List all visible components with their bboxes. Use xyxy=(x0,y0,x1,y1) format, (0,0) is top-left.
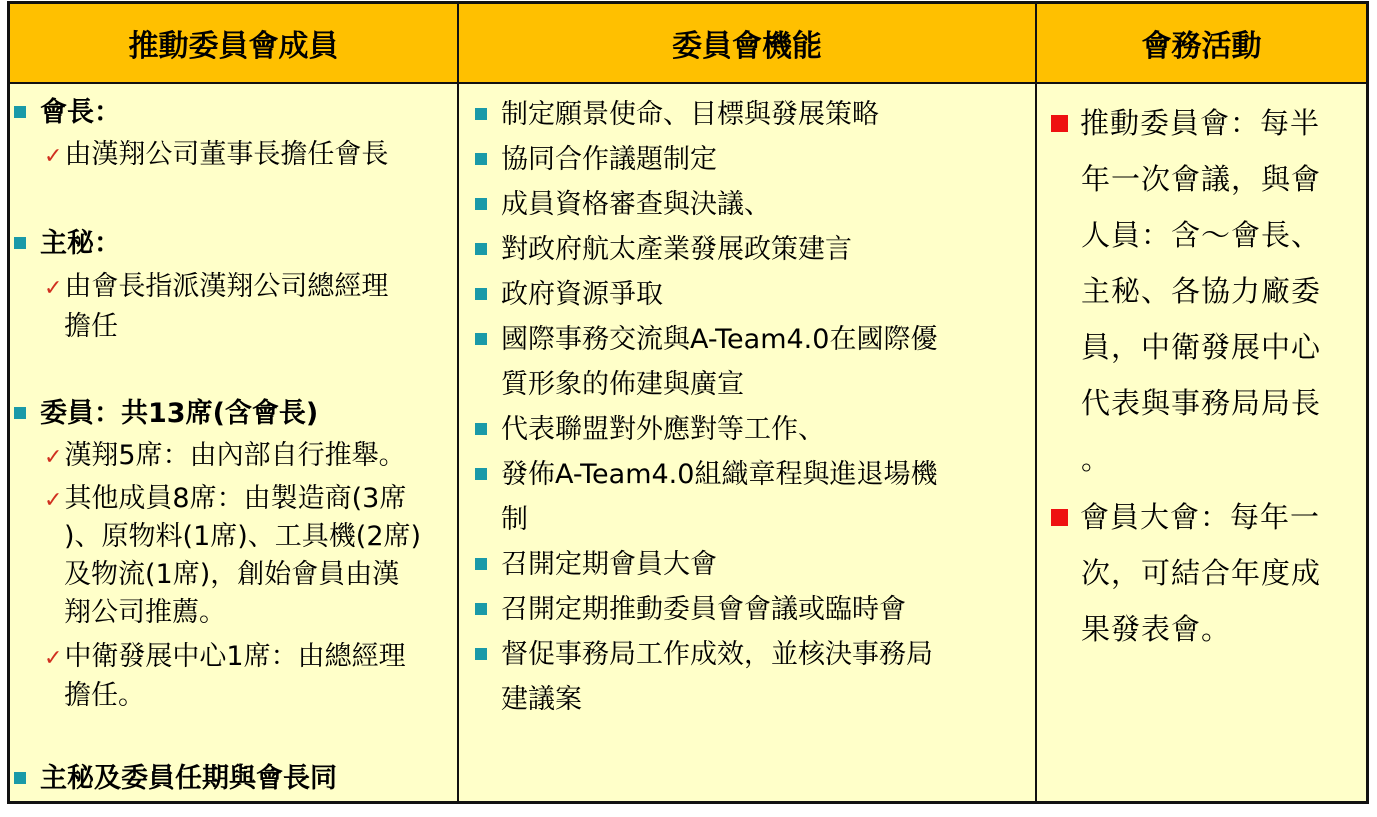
list-item-cont: 主秘、各協力廠委 xyxy=(1081,274,1322,308)
list-item: 發佈A-Team4.0組織章程與進退場機 xyxy=(475,458,937,492)
list-item: ✓漢翔5席：由內部自行推舉。 xyxy=(44,440,406,471)
list-item: 召開定期推動委員會會議或臨時會 xyxy=(475,593,906,627)
square-bullet-icon xyxy=(475,468,487,480)
list-item-cont: 代表與事務局局長 xyxy=(1081,386,1322,420)
square-bullet-icon xyxy=(475,648,487,660)
red-square-bullet-icon xyxy=(1051,115,1068,132)
list-item-cont: 年一次會議，與會 xyxy=(1081,162,1322,196)
square-bullet-icon xyxy=(475,108,487,120)
check-mark-icon: ✓ xyxy=(44,144,63,169)
list-item: 會長： xyxy=(14,96,121,130)
square-bullet-icon xyxy=(475,423,487,435)
check-mark-icon: ✓ xyxy=(44,488,63,513)
list-item: 督促事務局工作成效，並核決事務局 xyxy=(475,638,933,672)
square-bullet-icon xyxy=(475,558,487,570)
activities-column xyxy=(1037,84,1366,801)
header-members: 推動委員會成員 xyxy=(10,4,457,84)
list-item: 召開定期會員大會 xyxy=(475,548,717,582)
list-item-cont: )、原物料(1席)、工具機(2席) xyxy=(64,521,422,552)
square-bullet-icon xyxy=(14,106,26,118)
list-item-cont: 果發表會。 xyxy=(1081,612,1232,646)
check-mark-icon: ✓ xyxy=(44,646,63,671)
square-bullet-icon xyxy=(475,198,487,210)
square-bullet-icon xyxy=(475,333,487,345)
red-square-bullet-icon xyxy=(1051,509,1068,526)
square-bullet-icon xyxy=(475,288,487,300)
header-activities: 會務活動 xyxy=(1037,4,1366,84)
column-divider xyxy=(1035,4,1037,801)
list-item-cont: 人員：含～會長、 xyxy=(1081,218,1322,252)
square-bullet-icon xyxy=(14,237,26,249)
list-item-cont: 翔公司推薦。 xyxy=(64,597,226,628)
list-item: 對政府航太產業發展政策建言 xyxy=(475,233,852,267)
check-mark-icon: ✓ xyxy=(44,276,63,301)
list-item-cont: 。 xyxy=(1081,442,1112,476)
list-item: ✓其他成員8席：由製造商(3席 xyxy=(44,483,407,514)
list-item: 制定願景使命、目標與發展策略 xyxy=(475,98,879,132)
list-item-cont: 次，可結合年度成 xyxy=(1081,556,1322,590)
list-item: 協同合作議題制定 xyxy=(475,143,717,177)
members-column xyxy=(10,84,457,801)
header-functions: 委員會機能 xyxy=(459,4,1035,84)
list-item: ✓中衛發展中心1席：由總經理 xyxy=(44,641,406,672)
list-item: 成員資格審查與決議、 xyxy=(475,188,771,222)
list-item: ✓由漢翔公司董事長擔任會長 xyxy=(44,139,389,170)
list-item-cont: 制 xyxy=(501,504,528,535)
list-item-cont: 質形象的佈建與廣宣 xyxy=(501,369,744,400)
square-bullet-icon xyxy=(475,603,487,615)
list-item: 會員大會：每年一 xyxy=(1051,500,1320,534)
list-item-cont: 員，中衛發展中心 xyxy=(1081,330,1322,364)
list-item-cont: 建議案 xyxy=(501,684,582,715)
list-item-cont: 擔任 xyxy=(64,311,118,342)
functions-column xyxy=(459,84,1035,801)
list-item: 代表聯盟對外應對等工作、 xyxy=(475,413,825,447)
list-item: 推動委員會：每半 xyxy=(1051,106,1320,140)
list-item-cont: 及物流(1席)，創始會員由漢 xyxy=(64,559,400,590)
list-item: ✓由會長指派漢翔公司總經理 xyxy=(44,271,389,302)
check-mark-icon: ✓ xyxy=(44,445,63,470)
list-item: 主秘： xyxy=(14,227,121,261)
square-bullet-icon xyxy=(14,772,26,784)
list-item: 國際事務交流與A-Team4.0在國際優 xyxy=(475,323,937,357)
square-bullet-icon xyxy=(475,243,487,255)
square-bullet-icon xyxy=(475,153,487,165)
list-item: 主秘及委員任期與會長同 xyxy=(14,762,337,796)
column-divider xyxy=(457,4,459,801)
list-item: 委員：共13席(含會長) xyxy=(14,397,318,431)
square-bullet-icon xyxy=(14,407,26,419)
list-item-cont: 擔任。 xyxy=(64,680,145,711)
committee-table xyxy=(7,1,1369,804)
list-item: 政府資源爭取 xyxy=(475,278,663,312)
